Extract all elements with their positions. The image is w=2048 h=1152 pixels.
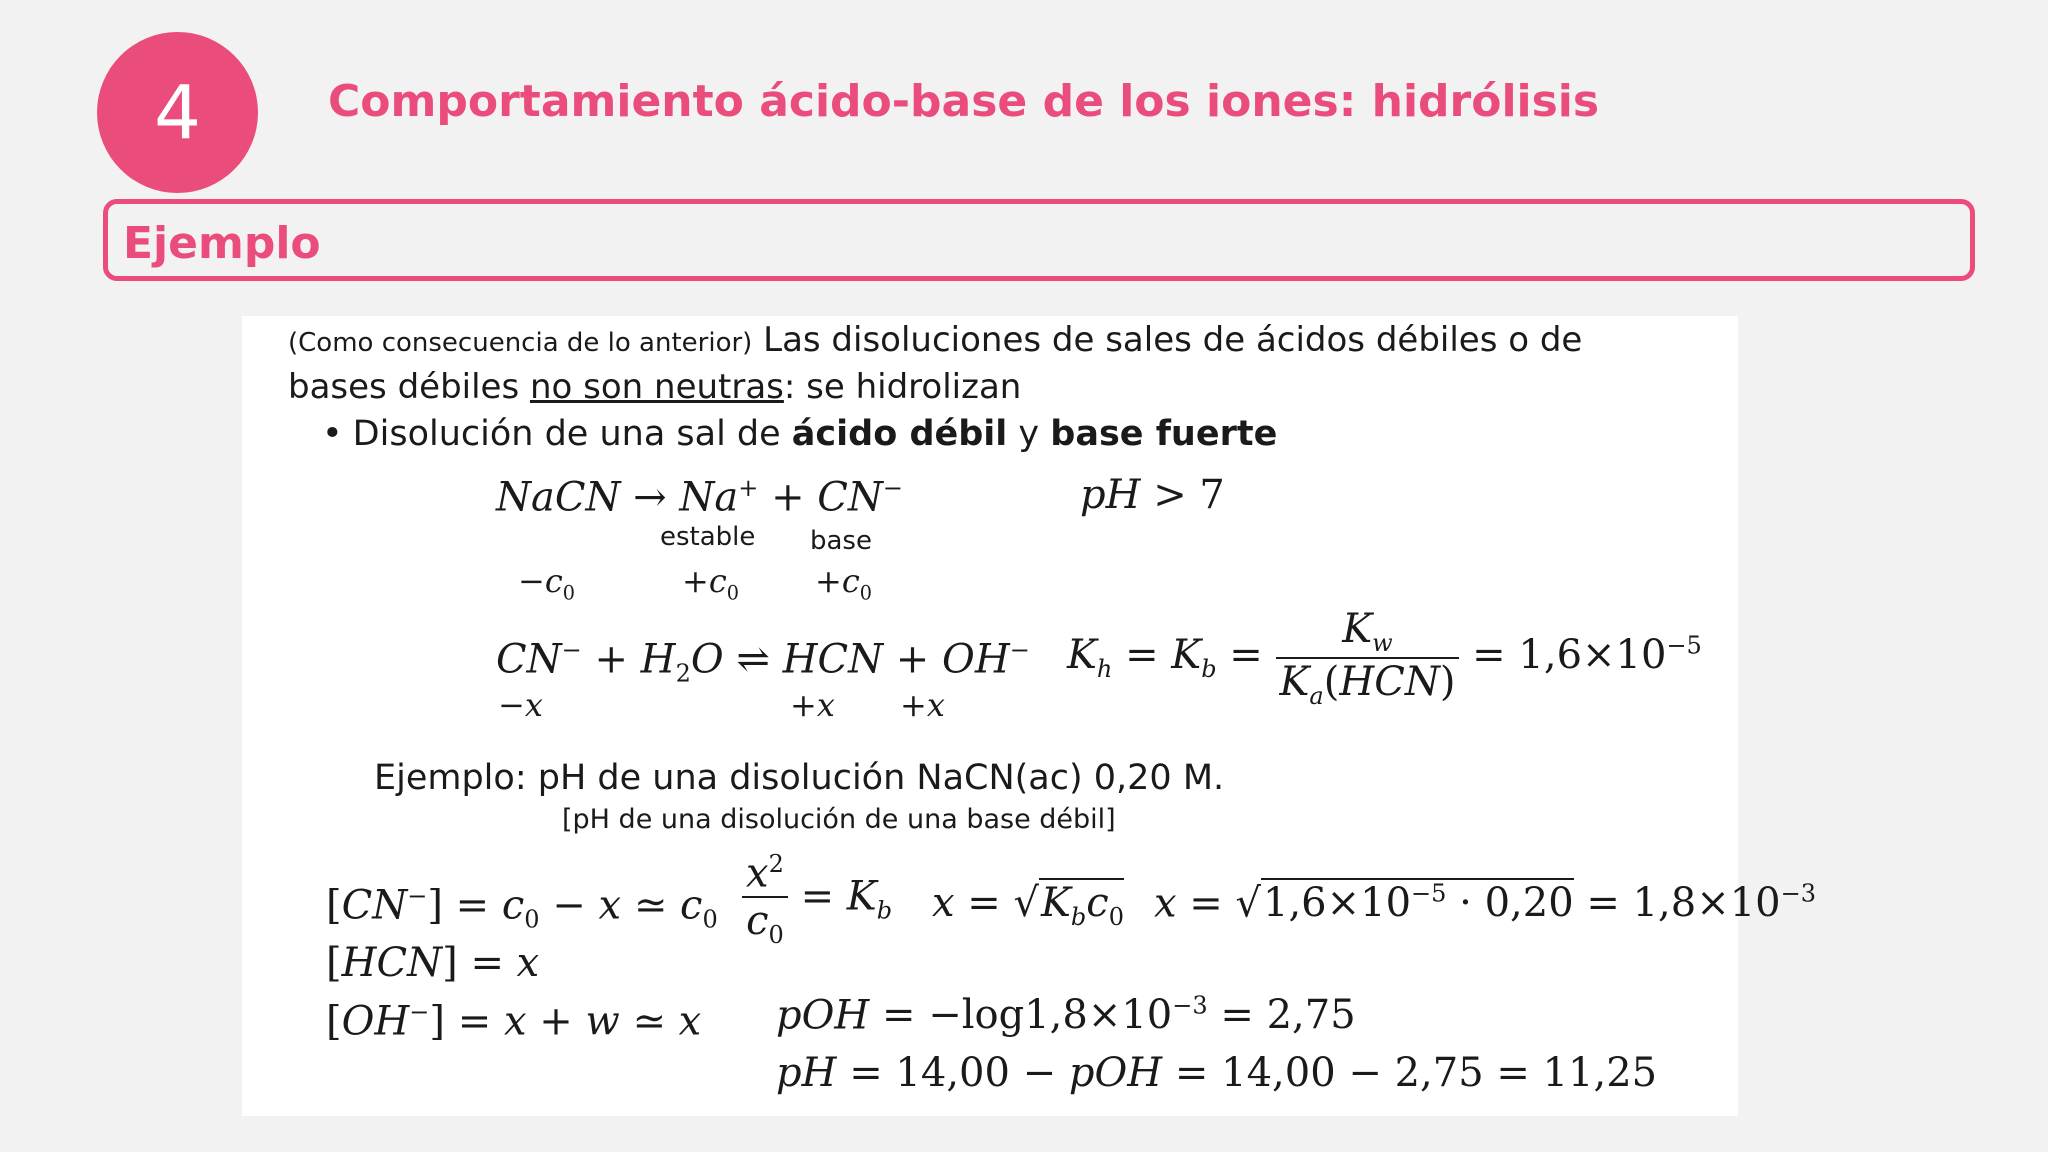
intro-paragraph <box>288 318 1582 409</box>
eq-x-value: $x = √1,6\times 10^{-5} \cdot 0,20 = 1,8\times 10^{-3}$ <box>1154 880 1817 927</box>
intro-line-2a: bases débiles <box>288 367 530 407</box>
label-base: base <box>810 526 872 556</box>
equation-hydrolysis: $CN^- + H_2O$ ⇌ HCN + OH− <box>496 636 1030 688</box>
intro-line-2b: : se hidrolizan <box>783 367 1022 407</box>
example-subline: [pH de una disolución de una base débil] <box>562 804 1116 835</box>
intro-underline: no son neutras <box>529 367 784 407</box>
eq-oh-concentration: [OH−] = x + w ≃ x <box>326 998 702 1045</box>
intro-line-1: Las disoluciones de sales de ácidos débiles o de <box>752 320 1583 360</box>
equation-dissociation: NaCN → Na+ + CN− <box>496 474 904 521</box>
bullet-bold-base: base fuerte <box>1050 414 1278 454</box>
page-title: Comportamiento ácido-base de los iones: hidrólisis <box>328 76 1600 127</box>
equation-ph-condition: pH > 7 <box>1080 472 1225 518</box>
bullet-icon: • <box>322 414 343 454</box>
conc-change-na: $+c_0$ <box>682 562 739 605</box>
section-header-box <box>103 199 1975 281</box>
hydrolysis-change-hcn: +x <box>790 686 835 724</box>
bullet-item <box>322 414 1277 454</box>
content-panel <box>242 316 1817 1116</box>
section-label: Ejemplo <box>123 218 321 269</box>
eq-cn-concentration: $[CN^-] = c_0 - x$ ≃ $c_0$ <box>326 882 718 934</box>
intro-small: (Como consecuencia de lo anterior) <box>288 328 753 358</box>
label-estable: estable <box>660 522 756 552</box>
conc-change-cn: $+c_0$ <box>815 562 872 605</box>
hydrolysis-change-oh: +x <box>900 686 945 724</box>
bullet-text-a: Disolución de una sal de <box>352 414 792 454</box>
eq-x-sqrt: $x = √K_bc_0$ <box>932 880 1124 931</box>
conc-change-reactant: $-c_0$ <box>518 562 575 605</box>
eq-poh: pOH = $-\log 1,8\times 10^{-3} = 2,75$ <box>776 992 1356 1039</box>
eq-hcn-concentration: [HCN] = x <box>326 940 540 986</box>
hydrolysis-change-cn: −x <box>498 686 543 724</box>
bullet-bold-acid: ácido débil <box>791 414 1008 454</box>
section-number-badge <box>97 32 258 193</box>
section-number: 4 <box>153 69 202 156</box>
equation-kh: $K_h = K_b$ = $\frac{K_w}{K_a(HCN)}$ = $1,6\times 10^{-5}$ <box>1067 606 1702 710</box>
eq-kb-fraction: $\frac{x^2}{c_0}$ = $K_b$ <box>742 850 892 949</box>
example-line: Ejemplo: pH de una disolución NaCN(ac) 0,20 M. <box>374 758 1225 798</box>
eq-ph: pH = 14,00 − pOH = 14,00 − 2,75 = 11,25 <box>776 1050 1658 1096</box>
bullet-text-c: y <box>1007 414 1051 454</box>
